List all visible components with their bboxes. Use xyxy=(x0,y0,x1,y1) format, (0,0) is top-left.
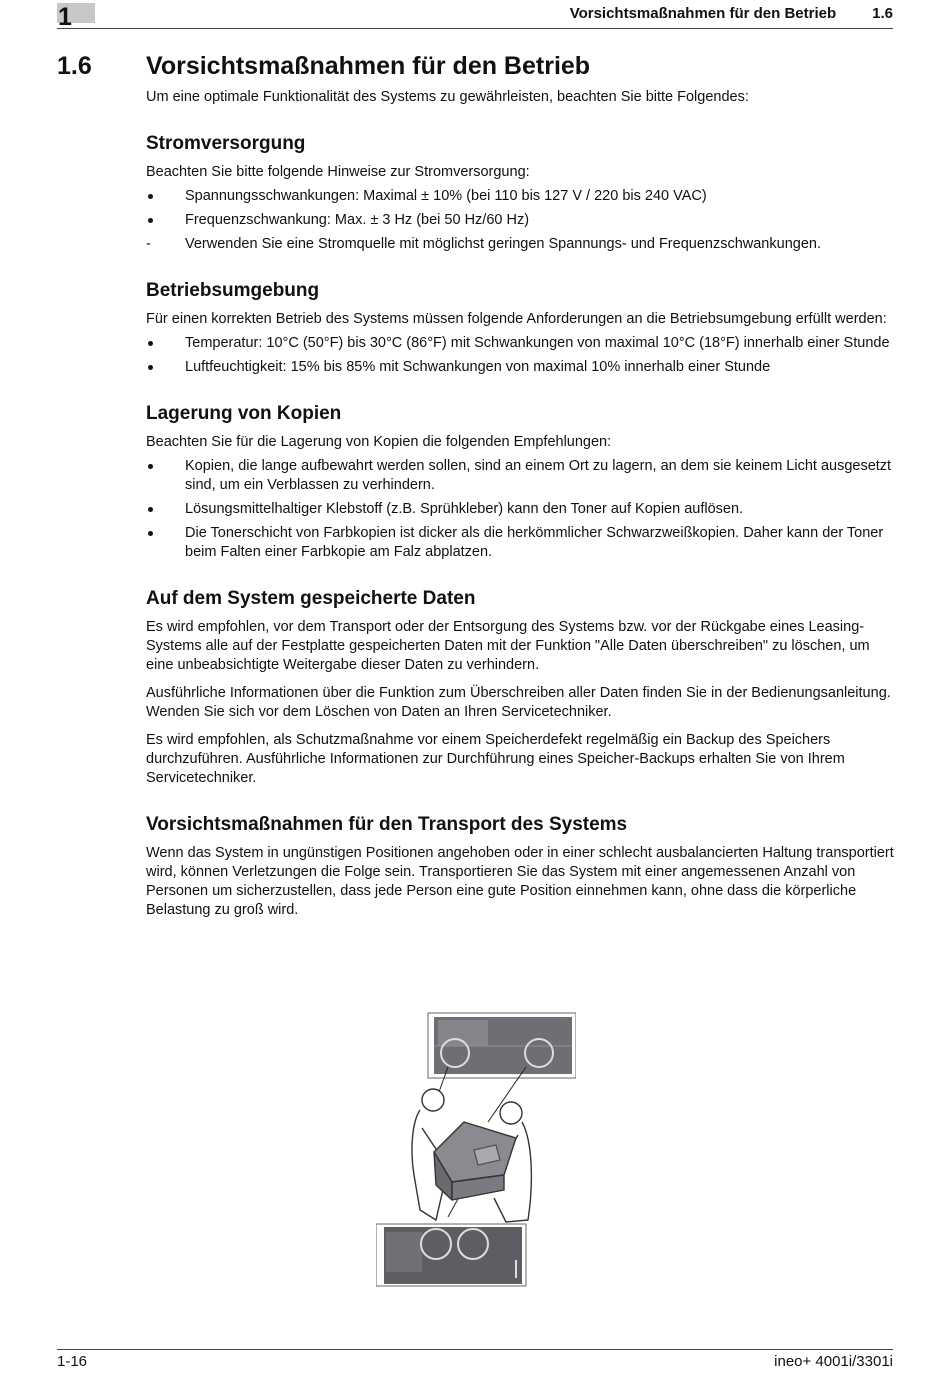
data-paragraph: Es wird empfohlen, vor dem Transport oder der Entsorgung des Systems bzw. vor der Rückgabe eines Leasing-Systems alle auf der Festplatte gespeicherten Daten mit der Funktion "Alle Daten überschreiben" zu löschen, um eine unbeabsichtigte Weitergabe dieser Daten zu verhindern. xyxy=(146,619,870,673)
data-paragraph: Es wird empfohlen, als Schutzmaßnahme vor einem Speicherdefekt regelmäßig ein Backup des Speichers durchzuführen. Ausführliche Informationen zur Durchführung eines Speicher-Backups erhalten Sie von Ihrem Servicetechniker. xyxy=(146,732,845,786)
power-lead: Beachten Sie bitte folgende Hinweise zur Stromversorgung: xyxy=(146,164,530,180)
transport-illustration xyxy=(376,1010,576,1290)
running-title: Vorsichtsmaßnahmen für den Betrieb xyxy=(569,5,837,22)
power-list xyxy=(146,187,894,254)
two-people-carrying-machine xyxy=(412,1089,531,1222)
transport-paragraph: Wenn das System in ungünstigen Positionen angehoben oder in einer schlecht ausbalancierten Haltung transportiert wird, können Verletzungen die Folge sein. Transportieren Sie das System mit einer angemessenen Anzahl von Personen um sicherzustellen, dass jede Person eine gute Position einnehmen kann, ohne dass die körperliche Belastung zu groß wird. xyxy=(146,845,894,918)
list-item: Luftfeuchtigkeit: 15% bis 85% mit Schwankungen von maximal 10% innerhalb einer Stunde xyxy=(185,359,771,375)
environment-lead: Für einen korrekten Betrieb des Systems müssen folgende Anforderungen an die Betriebsumgebung erfüllt werden: xyxy=(146,311,887,327)
list-item: Spannungsschwankungen: Maximal ± 10% (bei 110 bis 127 V / 220 bis 240 VAC) xyxy=(185,188,707,204)
page-number: 1-16 xyxy=(57,1353,88,1370)
list-item: - Verwenden Sie eine Stromquelle mit möglichst geringen Spannungs- und Frequenzschwankungen. xyxy=(146,236,821,252)
page-body xyxy=(146,88,894,920)
footer-rule xyxy=(57,1349,893,1350)
product-name: ineo+ 4001i/3301i xyxy=(774,1353,893,1370)
section-intro: Um eine optimale Funktionalität des Systems zu gewährleisten, beachten Sie bitte Folgendes: xyxy=(146,89,749,105)
chapter-number: 1 xyxy=(58,3,72,31)
section-number: 1.6 xyxy=(57,52,92,80)
heading-transport: Vorsichtsmaßnahmen für den Transport des Systems xyxy=(146,814,628,835)
dash-marker: - xyxy=(146,236,151,252)
heading-environment: Betriebsumgebung xyxy=(146,280,320,301)
heading-power: Stromversorgung xyxy=(146,133,306,154)
header-rule xyxy=(57,28,893,29)
storage-lead: Beachten Sie für die Lagerung von Kopien die folgenden Empfehlungen: xyxy=(146,434,612,450)
section-title: Vorsichtsmaßnahmen für den Betrieb xyxy=(146,52,591,80)
running-section: 1.6 xyxy=(872,5,893,22)
list-item: Die Tonerschicht von Farbkopien ist dicker als die herkömmlicher Schwarzweißkopien. Daher kann der Toner beim Falten einer Farbkopie am Falz abplatzen. xyxy=(185,525,884,560)
list-item: Kopien, die lange aufbewahrt werden sollen, sind an einem Ort zu lagern, an dem sie keinem Licht ausgesetzt sind, um ein Verblassen zu verhindern. xyxy=(185,458,892,493)
list-item: Temperatur: 10°C (50°F) bis 30°C (86°F) mit Schwankungen von maximal 10°C (18°F) innerhalb einer Stunde xyxy=(185,335,890,351)
list-item: Frequenzschwankung: Max. ± 3 Hz (bei 50 Hz/60 Hz) xyxy=(185,212,530,228)
running-header xyxy=(570,5,893,23)
storage-list xyxy=(146,457,894,562)
heading-storage: Lagerung von Kopien xyxy=(146,403,342,424)
environment-list xyxy=(146,334,894,377)
inset-top-detail xyxy=(428,1013,576,1078)
data-paragraph: Ausführliche Informationen über die Funktion zum Überschreiben aller Daten finden Sie in der Bedienungsanleitung. Wenden Sie sich vor dem Löschen von Daten an Ihren Servicetechniker. xyxy=(146,685,891,720)
inset-bottom-detail xyxy=(376,1224,526,1286)
list-item: Lösungsmittelhaltiger Klebstoff (z.B. Sprühkleber) kann den Toner auf Kopien auflösen. xyxy=(185,501,744,517)
heading-stored-data: Auf dem System gespeicherte Daten xyxy=(146,588,476,609)
